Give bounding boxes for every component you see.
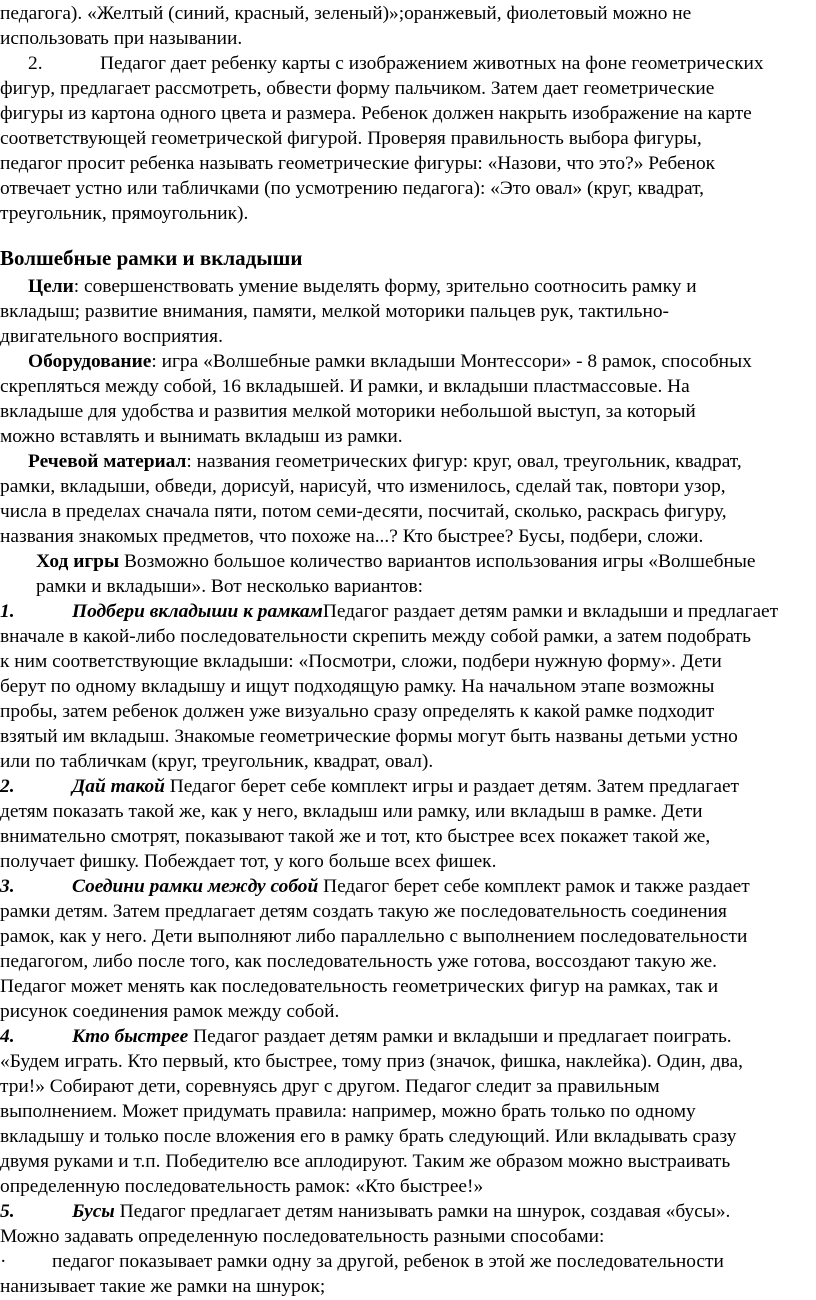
text-line: рамки детям. Затем предлагает детям создать такую же последовательность соединения [0,901,727,922]
equipment-label: Оборудование [28,351,152,372]
speech-label: Речевой материал [28,451,187,472]
text-line: педагога). «Желтый (синий, красный, зеленый)»;оранжевый, фиолетовый можно не [0,3,692,24]
text-line: к ним соответствующие вкладыши: «Посмотри, сложи, подбери нужную форму». Дети [0,651,722,672]
text-line: рисунок соединения рамок между собой. [0,1001,340,1022]
list-item: 4. Кто быстрее Педагог раздает детям рамки и вкладыши и предлагает поиграть. [0,1025,732,1050]
text-line: отвечает устно или табличками (по усмотрению педагога): «Это овал» (круг, квадрат, [0,178,704,199]
list-number: 1. [0,601,15,622]
text-line: внимательно смотрят, показывают такой же и тот, кто быстрее всех покажет такой же, [0,826,711,847]
text-line: вначале в какой-либо последовательности скрепить между собой рамки, а затем подобрать [0,626,751,647]
text-line: вкладыше для удобства и развития мелкой моторики небольшой выступ, за который [0,401,696,422]
bullet-item: · педагог показывает рамки одну за другой, ребенок в этой же последовательности [0,1250,724,1275]
text-line: берут по одному вкладышу и ищут подходящую рамку. На начальном этапе возможны [0,676,715,697]
list-number: 5. [0,1201,15,1222]
text-line: использовать при назывании. [0,28,243,49]
text-line: можно вставлять и вынимать вкладыш из рамки. [0,426,403,447]
text-line: числа в пределах сначала пяти, потом семи-десяти, посчитай, сколько, раскрась фигуру, [0,501,727,522]
text-line: выполнением. Может придумать правила: например, можно брать только по одному [0,1101,696,1122]
bullet-marker: · [0,1251,7,1272]
equipment-paragraph: Оборудование: игра «Волшебные рамки вкладыши Монтессори» - 8 рамок, способных [28,351,752,372]
text-line: двигательного восприятия. [0,326,223,347]
text-line: рамок, как у него. Дети выполняют либо параллельно с выполнением последовательности [0,926,748,947]
item-title: Подбери вкладыши к рамкам [72,601,323,622]
text-line: три!» Собирают дети, соревнуясь друг с другом. Педагог следит за правильным [0,1076,660,1097]
item-title: Дай такой [72,776,165,797]
text-line: треугольник, прямоугольник). [0,203,249,224]
text-line: «Будем играть. Кто первый, кто быстрее, тому приз (значок, фишка, наклейка). Один, два, [0,1051,743,1072]
text-line: названия знакомых предметов, что похоже на...? Кто быстрее? Бусы, подбери, сложи. [0,526,704,547]
course-paragraph: Ход игры Возможно большое количество вариантов использования игры «Волшебные [36,551,756,572]
goals-label: Цели [28,276,74,297]
text-line: взятый им вкладыш. Знакомые геометрические формы могут быть названы детьми устно [0,726,738,747]
item-title: Бусы [72,1201,115,1222]
section-heading: Волшебные рамки и вкладыши [0,246,303,270]
text-line: рамки и вкладыши». Вот несколько вариантов: [36,576,424,597]
speech-paragraph: Речевой материал: названия геометрических фигур: круг, овал, треугольник, квадрат, [28,451,742,472]
list-item: 2. Дай такой Педагог берет себе комплект игры и раздает детям. Затем предлагает [0,775,739,800]
text-line: получает фишку. Побеждает тот, у кого больше всех фишек. [0,851,497,872]
list-number: 2. [28,53,43,74]
text-line: соответствующей геометрической фигурой. Проверяя правильность выбора фигуры, [0,128,702,149]
text-line: педагог просит ребенка называть геометрические фигуры: «Назови, что это?» Ребенок [0,153,716,174]
text-line: или по табличкам (круг, треугольник, квадрат, овал). [0,751,434,772]
course-label: Ход игры [36,551,120,572]
text-line: Педагог может менять как последовательность геометрических фигур на рамках, так и [0,976,719,997]
list-item: 5. Бусы Педагог предлагает детям нанизывать рамки на шнурок, создавая «бусы». [0,1200,730,1225]
text-line: педагогом, либо после того, как последовательность уже готова, воссоздают такую же. [0,951,717,972]
text-line: скрепляться между собой, 16 вкладышей. И рамки, и вкладыши пластмассовые. На [0,376,690,397]
text-line: вкладышу и только после вложения его в рамку брать следующий. Или вкладывать сразу [0,1126,737,1147]
text-line: детям показать такой же, как у него, вкладыш или рамку, или вкладыш в рамке. Дети [0,801,703,822]
list-number: 2. [0,776,15,797]
text-line: рамки, вкладыши, обведи, дорисуй, нарисуй, что изменилось, сделай так, повтори узор, [0,476,726,497]
goals-paragraph: Цели: совершенствовать умение выделять форму, зрительно соотносить рамку и [28,276,697,297]
text-line: фигуры из картона одного цвета и размера. Ребенок должен накрыть изображение на карте [0,103,752,124]
text-line: вкладыш; развитие внимания, памяти, мелкой моторики пальцев рук, тактильно- [0,301,670,322]
list-number: 4. [0,1026,15,1047]
text-line: нанизывает такие же рамки на шнурок; [0,1276,326,1297]
list-item: 3. Соедини рамки между собой Педагог берет себе комплект рамок и также раздает [0,875,750,900]
text-line: двумя руками и т.п. Победителю все аплодируют. Таким же образом можно выстраивать [0,1151,731,1172]
text-line: пробы, затем ребенок должен уже визуально сразу определять к какой рамке подходит [0,701,715,722]
list-item: 2. Педагог дает ребенку карты с изображением животных на фоне геометрических [28,52,764,77]
text-line: Можно задавать определенную последовательность разными способами: [0,1226,605,1247]
item-title: Кто быстрее [72,1026,189,1047]
text-line: определенную последовательность рамок: «Кто быстрее!» [0,1176,484,1197]
list-item: 1. Подбери вкладыши к рамкамПедагог раздает детям рамки и вкладыши и предлагает [0,600,778,625]
text-line: фигур, предлагает рассмотреть, обвести форму пальчиком. Затем дает геометрические [0,78,715,99]
list-number: 3. [0,876,15,897]
item-title: Соедини рамки между собой [72,876,319,897]
